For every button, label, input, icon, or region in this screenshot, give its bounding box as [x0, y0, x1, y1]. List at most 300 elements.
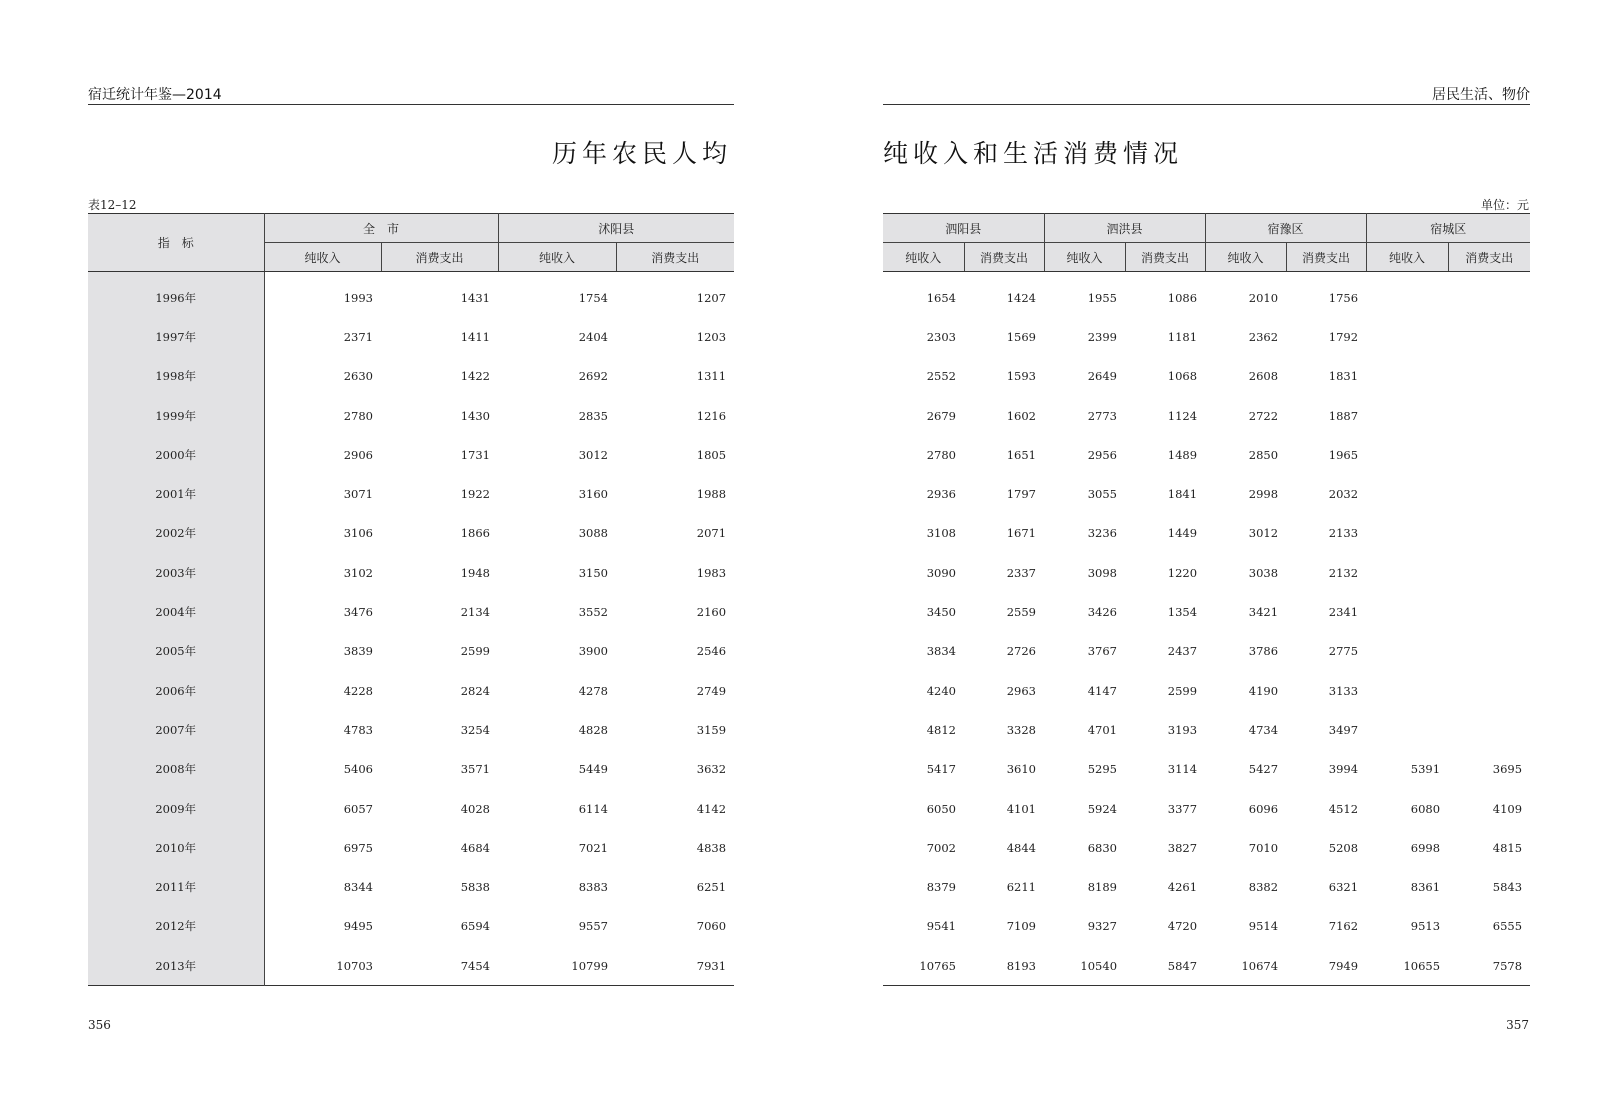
- value-cell: 2341: [1328, 605, 1359, 620]
- table-row: [88, 867, 734, 906]
- year-label: 1997年: [88, 317, 264, 356]
- value-cell: 4812: [926, 722, 956, 737]
- value-cell: 1866: [460, 526, 491, 541]
- value-cell: 1489: [1167, 447, 1198, 462]
- value-cell: 6555: [1492, 919, 1523, 934]
- table-number: 表12–12: [88, 198, 137, 212]
- value-cell: 2692: [578, 369, 609, 384]
- value-cell: 1805: [696, 447, 727, 462]
- value-cell: 1431: [460, 290, 491, 305]
- value-cell: 1983: [696, 565, 727, 580]
- subheader-expense: 消费支出: [1125, 243, 1205, 272]
- value-cell: 10540: [1080, 958, 1118, 973]
- value-cell: 8382: [1248, 880, 1279, 895]
- value-cell: 4101: [1006, 801, 1037, 816]
- value-cell: 3377: [1167, 801, 1198, 816]
- value-cell: [1366, 710, 1448, 749]
- value-cell: 4783: [343, 722, 373, 737]
- value-cell: 8193: [1006, 958, 1037, 973]
- value-cell: 2032: [1328, 487, 1359, 502]
- value-cell: 3900: [578, 644, 609, 659]
- value-cell: [1366, 317, 1448, 356]
- value-cell: 3426: [1087, 605, 1118, 620]
- value-cell: 3012: [578, 447, 609, 462]
- value-cell: 6998: [1410, 840, 1441, 855]
- value-cell: 6050: [926, 801, 956, 816]
- value-cell: 3012: [1248, 526, 1279, 541]
- value-cell: 2726: [1006, 644, 1037, 659]
- value-cell: 1955: [1087, 290, 1118, 305]
- value-cell: [1448, 435, 1530, 474]
- subheader-income: 纯收入: [883, 243, 964, 272]
- value-cell: [1366, 272, 1448, 318]
- table-row: [883, 671, 1530, 710]
- value-cell: [1448, 592, 1530, 631]
- subheader-expense: 消费支出: [381, 243, 498, 272]
- value-cell: 1922: [460, 487, 491, 502]
- value-cell: 3497: [1328, 722, 1359, 737]
- value-cell: 5406: [343, 762, 373, 777]
- value-cell: 5449: [578, 762, 609, 777]
- value-cell: 7010: [1248, 840, 1279, 855]
- table-row: [88, 632, 734, 671]
- value-cell: 5847: [1167, 958, 1198, 973]
- value-cell: 1354: [1167, 605, 1198, 620]
- value-cell: 4278: [578, 683, 609, 698]
- value-cell: 3994: [1328, 762, 1359, 777]
- running-header-left: 宿迁统计年鉴—2014: [88, 87, 222, 103]
- value-cell: 9514: [1248, 919, 1279, 934]
- value-cell: 9327: [1087, 919, 1118, 934]
- value-cell: 6594: [460, 919, 491, 934]
- value-cell: 1651: [1006, 447, 1037, 462]
- value-cell: 3038: [1248, 565, 1279, 580]
- value-cell: 6057: [343, 801, 373, 816]
- value-cell: 6830: [1087, 840, 1118, 855]
- value-cell: 3071: [343, 487, 373, 502]
- value-cell: 3088: [578, 526, 609, 541]
- value-cell: 4828: [578, 722, 609, 737]
- value-cell: 1593: [1006, 369, 1037, 384]
- header-rule-right: [883, 104, 1530, 105]
- value-cell: 1449: [1167, 526, 1198, 541]
- value-cell: 3098: [1087, 565, 1118, 580]
- year-label: 2001年: [88, 474, 264, 513]
- value-cell: 1207: [696, 290, 727, 305]
- year-label: 2008年: [88, 750, 264, 789]
- value-cell: 2936: [926, 487, 956, 502]
- table-left: [88, 213, 734, 986]
- value-cell: 4815: [1492, 840, 1523, 855]
- year-label: 2005年: [88, 632, 264, 671]
- value-cell: 1841: [1167, 487, 1198, 502]
- value-cell: 8361: [1410, 880, 1441, 895]
- subheader-expense: 消费支出: [1448, 243, 1530, 272]
- value-cell: 5295: [1087, 762, 1118, 777]
- value-cell: [1448, 317, 1530, 356]
- running-header-right: 居民生活、物价: [1432, 87, 1530, 103]
- value-cell: 1124: [1167, 408, 1198, 423]
- table-row: [883, 592, 1530, 631]
- value-cell: 10703: [336, 958, 373, 973]
- value-cell: 1422: [460, 369, 491, 384]
- value-cell: 1430: [460, 408, 491, 423]
- value-cell: 1411: [460, 329, 491, 344]
- value-cell: [1366, 514, 1448, 553]
- value-cell: 1086: [1167, 290, 1198, 305]
- group-header-sihong: 泗洪县: [1044, 214, 1205, 243]
- value-cell: 2371: [343, 329, 373, 344]
- group-header-shuyang: 沭阳县: [498, 214, 734, 243]
- value-cell: 1754: [578, 290, 609, 305]
- value-cell: 4844: [1006, 840, 1037, 855]
- value-cell: 7578: [1492, 958, 1523, 973]
- page-number-right: 357: [1506, 1018, 1529, 1032]
- value-cell: 2649: [1087, 369, 1118, 384]
- value-cell: 2722: [1248, 408, 1279, 423]
- value-cell: 10799: [571, 958, 609, 973]
- value-cell: 2160: [696, 605, 727, 620]
- value-cell: 2906: [343, 447, 373, 462]
- value-cell: 2010: [1248, 290, 1279, 305]
- value-cell: 2599: [1167, 683, 1198, 698]
- value-cell: 7949: [1328, 958, 1359, 973]
- value-cell: 4240: [926, 683, 956, 698]
- table-row: [883, 946, 1530, 986]
- value-cell: 4147: [1087, 683, 1118, 698]
- value-cell: 2399: [1087, 329, 1118, 344]
- value-cell: 2404: [578, 329, 609, 344]
- value-cell: 2749: [696, 683, 727, 698]
- subheader-income: 纯收入: [1366, 243, 1448, 272]
- value-cell: 1948: [460, 565, 491, 580]
- value-cell: 3102: [343, 565, 373, 580]
- value-cell: 3552: [578, 605, 609, 620]
- value-cell: 5208: [1328, 840, 1359, 855]
- value-cell: 9513: [1410, 919, 1441, 934]
- table-row: [883, 514, 1530, 553]
- table-row: [88, 946, 734, 986]
- value-cell: 1965: [1328, 447, 1359, 462]
- value-cell: [1366, 553, 1448, 592]
- value-cell: 5427: [1248, 762, 1279, 777]
- year-label: 2012年: [88, 907, 264, 946]
- value-cell: 3767: [1087, 644, 1118, 659]
- value-cell: 2850: [1248, 447, 1279, 462]
- table-row: [88, 671, 734, 710]
- value-cell: 2362: [1248, 329, 1279, 344]
- value-cell: 7454: [460, 958, 491, 973]
- value-cell: 6096: [1248, 801, 1279, 816]
- table-row: [883, 317, 1530, 356]
- table-row: [88, 789, 734, 828]
- table-row: [88, 396, 734, 435]
- value-cell: 2835: [578, 408, 609, 423]
- value-cell: 1792: [1328, 329, 1359, 344]
- year-label: 2013年: [88, 946, 264, 986]
- table-row: [88, 474, 734, 513]
- value-cell: 6211: [1006, 880, 1037, 895]
- group-header-quanshi: 全 市: [264, 214, 498, 243]
- value-cell: [1366, 435, 1448, 474]
- unit-label: 单位：元: [1480, 198, 1529, 212]
- value-cell: 7162: [1328, 919, 1359, 934]
- value-cell: 3236: [1087, 526, 1118, 541]
- value-cell: 3114: [1167, 762, 1198, 777]
- value-cell: 3160: [578, 487, 609, 502]
- value-cell: 8379: [926, 880, 956, 895]
- value-cell: 5391: [1410, 762, 1441, 777]
- value-cell: 5838: [460, 880, 491, 895]
- subheader-expense: 消费支出: [1286, 243, 1366, 272]
- value-cell: 4684: [460, 840, 491, 855]
- value-cell: 3159: [696, 722, 727, 737]
- value-cell: [1448, 272, 1530, 318]
- value-cell: 6975: [343, 840, 373, 855]
- year-label: 2011年: [88, 867, 264, 906]
- value-cell: [1366, 671, 1448, 710]
- table-row: [883, 828, 1530, 867]
- value-cell: 3108: [926, 526, 956, 541]
- value-cell: 2133: [1328, 526, 1359, 541]
- value-cell: 7002: [926, 840, 956, 855]
- table-row: [883, 396, 1530, 435]
- value-cell: 1220: [1167, 565, 1198, 580]
- value-cell: 1181: [1167, 329, 1198, 344]
- year-label: 2004年: [88, 592, 264, 631]
- value-cell: 4701: [1087, 722, 1118, 737]
- value-cell: [1366, 357, 1448, 396]
- value-cell: 5417: [926, 762, 956, 777]
- value-cell: 1831: [1328, 369, 1359, 384]
- table-row: [88, 272, 734, 318]
- value-cell: 10655: [1403, 958, 1441, 973]
- value-cell: 1216: [696, 408, 727, 423]
- value-cell: 10765: [919, 958, 956, 973]
- subheader-income: 纯收入: [1205, 243, 1286, 272]
- value-cell: 7021: [578, 840, 609, 855]
- value-cell: 9541: [926, 919, 956, 934]
- value-cell: [1366, 632, 1448, 671]
- year-label: 2010年: [88, 828, 264, 867]
- value-cell: 4190: [1248, 683, 1279, 698]
- value-cell: 4228: [343, 683, 373, 698]
- value-cell: 4512: [1328, 801, 1359, 816]
- value-cell: 2437: [1167, 644, 1198, 659]
- year-label: 1998年: [88, 357, 264, 396]
- value-cell: 9495: [343, 919, 373, 934]
- value-cell: 2559: [1006, 605, 1037, 620]
- table-row: [88, 514, 734, 553]
- value-cell: 3150: [578, 565, 609, 580]
- value-cell: 7109: [1006, 919, 1037, 934]
- value-cell: 3476: [343, 605, 373, 620]
- value-cell: [1448, 671, 1530, 710]
- value-cell: 2608: [1248, 369, 1279, 384]
- table-row: [883, 867, 1530, 906]
- value-cell: 3254: [460, 722, 491, 737]
- value-cell: 3834: [926, 644, 956, 659]
- table-row: [88, 710, 734, 749]
- table-row: [88, 828, 734, 867]
- value-cell: 4028: [460, 801, 491, 816]
- value-cell: 3090: [926, 565, 956, 580]
- year-label: 1996年: [88, 272, 264, 318]
- value-cell: 1731: [460, 447, 491, 462]
- value-cell: 4142: [696, 801, 727, 816]
- value-cell: 2780: [343, 408, 373, 423]
- table-row: [883, 272, 1530, 318]
- value-cell: 1602: [1006, 408, 1037, 423]
- table-row: [883, 474, 1530, 513]
- value-cell: 6251: [696, 880, 727, 895]
- page-title-left: 历年农民人均: [551, 139, 732, 168]
- value-cell: [1366, 592, 1448, 631]
- value-cell: 1756: [1328, 290, 1359, 305]
- value-cell: 4838: [696, 840, 727, 855]
- subheader-expense: 消费支出: [964, 243, 1044, 272]
- table-row: [88, 357, 734, 396]
- value-cell: 2956: [1087, 447, 1118, 462]
- table-row: [883, 435, 1530, 474]
- value-cell: [1448, 474, 1530, 513]
- value-cell: 2546: [696, 644, 727, 659]
- value-cell: [1448, 632, 1530, 671]
- header-rule-left: [88, 104, 734, 105]
- year-label: 1999年: [88, 396, 264, 435]
- value-cell: 2963: [1006, 683, 1037, 698]
- value-cell: 1654: [926, 290, 956, 305]
- value-cell: 4261: [1167, 880, 1198, 895]
- value-cell: 7060: [696, 919, 727, 934]
- value-cell: 2134: [460, 605, 491, 620]
- value-cell: 2303: [926, 329, 956, 344]
- value-cell: 2775: [1328, 644, 1359, 659]
- table-row: [88, 553, 734, 592]
- year-label: 2006年: [88, 671, 264, 710]
- value-cell: 2132: [1328, 565, 1359, 580]
- subheader-income: 纯收入: [264, 243, 381, 272]
- value-cell: 3632: [696, 762, 727, 777]
- value-cell: 1569: [1006, 329, 1037, 344]
- value-cell: 5843: [1492, 880, 1523, 895]
- value-cell: 1887: [1328, 408, 1359, 423]
- table-row: [883, 750, 1530, 789]
- value-cell: [1448, 357, 1530, 396]
- value-cell: 6080: [1410, 801, 1441, 816]
- group-header-siyang: 泗阳县: [883, 214, 1044, 243]
- value-cell: 2071: [696, 526, 727, 541]
- table-row: [88, 435, 734, 474]
- value-cell: 2552: [926, 369, 956, 384]
- value-cell: 1797: [1006, 487, 1037, 502]
- value-cell: 3786: [1248, 644, 1279, 659]
- value-cell: [1366, 474, 1448, 513]
- value-cell: 8189: [1087, 880, 1118, 895]
- table-row: [88, 750, 734, 789]
- table-row: [883, 632, 1530, 671]
- table-row: [883, 789, 1530, 828]
- value-cell: 1203: [696, 329, 727, 344]
- value-cell: 4734: [1248, 722, 1279, 737]
- table-row: [883, 710, 1530, 749]
- year-label: 2002年: [88, 514, 264, 553]
- value-cell: 1424: [1006, 290, 1037, 305]
- table-row: [883, 907, 1530, 946]
- subheader-expense: 消费支出: [616, 243, 734, 272]
- value-cell: 3839: [343, 644, 373, 659]
- value-cell: [1448, 553, 1530, 592]
- value-cell: 3450: [926, 605, 956, 620]
- value-cell: 4720: [1167, 919, 1198, 934]
- value-cell: 2599: [460, 644, 491, 659]
- value-cell: [1448, 396, 1530, 435]
- page-number-left: 356: [88, 1018, 111, 1032]
- value-cell: 3055: [1087, 487, 1118, 502]
- value-cell: 3827: [1167, 840, 1198, 855]
- value-cell: 1068: [1167, 369, 1198, 384]
- value-cell: 2998: [1248, 487, 1279, 502]
- table-row: [88, 592, 734, 631]
- value-cell: 5924: [1087, 801, 1118, 816]
- value-cell: 2780: [926, 447, 956, 462]
- value-cell: 8383: [578, 880, 609, 895]
- table-row: [883, 357, 1530, 396]
- value-cell: 1993: [343, 290, 373, 305]
- value-cell: 2773: [1087, 408, 1118, 423]
- table-right: [883, 213, 1530, 986]
- value-cell: 7931: [696, 958, 727, 973]
- value-cell: [1448, 710, 1530, 749]
- year-label: 2003年: [88, 553, 264, 592]
- subheader-income: 纯收入: [1044, 243, 1125, 272]
- value-cell: 3328: [1006, 722, 1037, 737]
- value-cell: 2630: [343, 369, 373, 384]
- row-header-cell: 指 标: [88, 214, 264, 272]
- table-row: [88, 907, 734, 946]
- value-cell: 3133: [1328, 683, 1359, 698]
- value-cell: 9557: [578, 919, 609, 934]
- value-cell: 1311: [696, 369, 727, 384]
- year-label: 2009年: [88, 789, 264, 828]
- value-cell: 2679: [926, 408, 956, 423]
- value-cell: [1366, 396, 1448, 435]
- value-cell: 2824: [460, 683, 491, 698]
- subheader-income: 纯收入: [498, 243, 616, 272]
- year-label: 2000年: [88, 435, 264, 474]
- value-cell: 6321: [1328, 880, 1359, 895]
- page-title-right: 纯收入和生活消费情况: [883, 139, 1184, 168]
- value-cell: 2337: [1006, 565, 1037, 580]
- table-row: [883, 553, 1530, 592]
- value-cell: 3695: [1492, 762, 1523, 777]
- year-label: 2007年: [88, 710, 264, 749]
- value-cell: [1448, 514, 1530, 553]
- value-cell: 1988: [696, 487, 727, 502]
- value-cell: 8344: [343, 880, 373, 895]
- value-cell: 3106: [343, 526, 373, 541]
- value-cell: 10674: [1241, 958, 1279, 973]
- value-cell: 3610: [1006, 762, 1037, 777]
- value-cell: 3571: [460, 762, 491, 777]
- value-cell: 6114: [578, 801, 609, 816]
- value-cell: 4109: [1492, 801, 1523, 816]
- value-cell: 1671: [1006, 526, 1037, 541]
- value-cell: 3421: [1248, 605, 1279, 620]
- group-header-sucheng: 宿城区: [1366, 214, 1530, 243]
- value-cell: 3193: [1167, 722, 1198, 737]
- group-header-suyu: 宿豫区: [1205, 214, 1366, 243]
